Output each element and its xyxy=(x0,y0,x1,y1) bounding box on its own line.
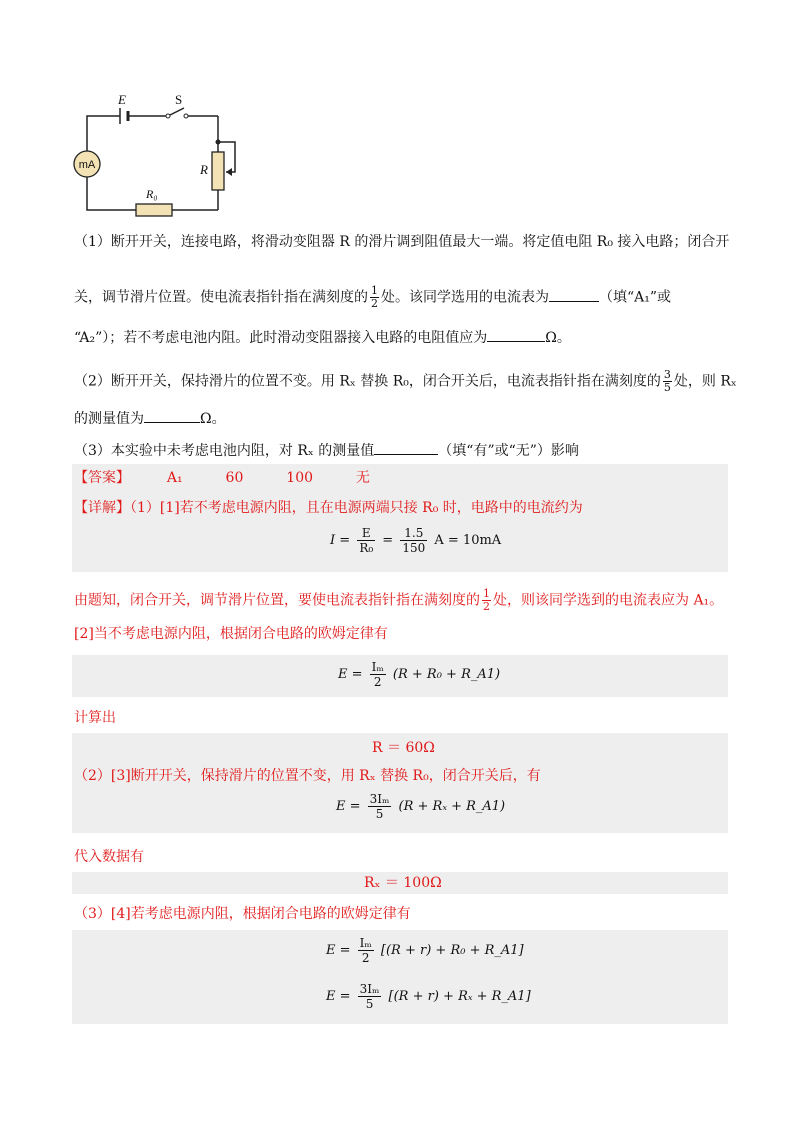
answer-blank-effect[interactable] xyxy=(374,440,438,455)
eq3-fraction: $\frac{\text{3Iₘ}}{5}$ xyxy=(369,792,390,821)
detail-tag: 【详解】 xyxy=(74,500,130,516)
result-rx: Rₓ ＝ 100Ω xyxy=(364,875,442,891)
equation-2: E = $\frac{\text{Iₘ}}{2}$ (R + R₀ + R_A1) xyxy=(338,660,501,689)
answer-2: 60 xyxy=(225,470,244,486)
rheostat xyxy=(212,152,224,190)
fraction-three-fifths: $\frac{3}{5}$ xyxy=(663,368,671,394)
switch-contact xyxy=(184,114,188,118)
fraction-one-half: $\frac{1}{2}$ xyxy=(371,284,378,310)
q1-line3b: Ω。 xyxy=(545,330,571,346)
q2-line2b: Ω。 xyxy=(200,411,226,427)
q3-line-b: （填“有”或“无”）影响 xyxy=(438,443,579,459)
detail-fraction-half: $\frac{1}{2}$ xyxy=(483,587,490,613)
switch-pivot xyxy=(166,114,170,118)
eq1-fraction-a: $\frac{E}{\text{R₀}}$ xyxy=(359,526,374,555)
answer-blank-rx[interactable] xyxy=(144,408,200,423)
slider-arrow xyxy=(226,168,232,176)
result-r: R ＝ 60Ω xyxy=(372,740,435,756)
q1-line2a: 关，调节滑片位置。使电流表指针指在满刻度的 xyxy=(74,289,368,306)
q2-line2a: 的测量值为 xyxy=(74,411,144,427)
eq1-fraction-b: $\frac{1.5}{150}$ xyxy=(402,526,426,555)
q2-line2 xyxy=(74,408,226,429)
answer-tag: 【答案】 xyxy=(74,470,130,486)
q1-line2 xyxy=(74,285,671,310)
equation-3: E = $\frac{\text{3Iₘ}}{5}$ (R + Rₓ + R_A1) xyxy=(336,792,506,821)
detail-intro: （1）[1]若不考虑电源内阻，且在电源两端只接 R₀ 时，电路中的电流约为 xyxy=(130,500,583,516)
q3-line-a: （3）本实验中未考虑电池内阻，对 Rₓ 的测量值 xyxy=(74,443,375,459)
eq5-fraction: $\frac{\text{3Iₘ}}{5}$ xyxy=(359,982,380,1011)
resistor-r0 xyxy=(136,204,172,216)
meter-label: mA xyxy=(78,159,96,171)
detail-step2: [2]当不考虑电源内阻，根据闭合电路的欧姆定律有 xyxy=(74,626,388,642)
equation-5: E = $\frac{\text{3Iₘ}}{5}$ [(R + r) + Rₓ + R_A1] xyxy=(326,982,531,1011)
detail-step3: （2）[3]断开开关，保持滑片的位置不变，用 Rₓ 替换 R₀，闭合开关后，有 xyxy=(74,768,541,784)
q2-line1a: （2）断开开关，保持滑片的位置不变。用 Rₓ 替换 R₀，闭合开关后，电流表指针指在满刻度的 xyxy=(74,373,661,390)
circuit-diagram xyxy=(60,90,260,220)
answer-blank-resistance[interactable] xyxy=(487,327,545,342)
answer-row xyxy=(74,468,370,488)
q1-line2c: （填“A₁”或 xyxy=(599,289,672,306)
q1-line3a: “A₂”）；若不考虑电池内阻。此时滑动变阻器接入电路的电阻值应为 xyxy=(74,330,488,346)
detail-step4: （3）[4]若考虑电源内阻，根据闭合电路的欧姆定律有 xyxy=(74,906,411,922)
q1-line1: （1）断开开关，连接电路，将滑动变阻器 R 的滑片调到阻值最大一端。将定值电阻 R₀ 接入电路；闭合开 xyxy=(74,234,730,250)
answer-4: 无 xyxy=(355,470,370,486)
q3-line xyxy=(74,440,579,461)
q1-line2b: 处。该同学选用的电流表为 xyxy=(381,289,549,306)
equation-1: I = $\frac{E}{\text{R₀}}$ = $\frac{1.5}{150}$ A = 10mA xyxy=(330,526,502,555)
eq2-fraction: $\frac{\text{Iₘ}}{2}$ xyxy=(371,660,384,689)
answer-blank-meter[interactable] xyxy=(549,287,599,302)
q2-line1 xyxy=(74,369,737,394)
label-r: R xyxy=(200,162,208,177)
label-s: S xyxy=(175,92,183,107)
q1-line3 xyxy=(74,327,571,348)
answer-3: 100 xyxy=(286,470,314,486)
eq4-fraction: $\frac{\text{Iₘ}}{2}$ xyxy=(359,936,372,965)
q2-line1b: 处，则 Rₓ xyxy=(673,373,737,390)
switch-blade xyxy=(168,108,184,116)
equation-4: E = $\frac{\text{Iₘ}}{2}$ [(R + r) + R₀ + R_A1] xyxy=(326,936,524,965)
junction-dot xyxy=(216,140,221,145)
detail-intro-row xyxy=(74,498,583,518)
label-e: E xyxy=(118,92,126,107)
detail-para2: 由题知，闭合开关，调节滑片位置，要使电流表指针指在满刻度的 $\frac{1}{2}$ 处，则该同学选到的电流表应为 A₁。 xyxy=(74,587,724,613)
detail-calc: 计算出 xyxy=(74,710,116,726)
label-r0: R₀ xyxy=(146,187,158,201)
detail-sub: 代入数据有 xyxy=(74,849,144,865)
answer-1: A₁ xyxy=(166,470,183,486)
